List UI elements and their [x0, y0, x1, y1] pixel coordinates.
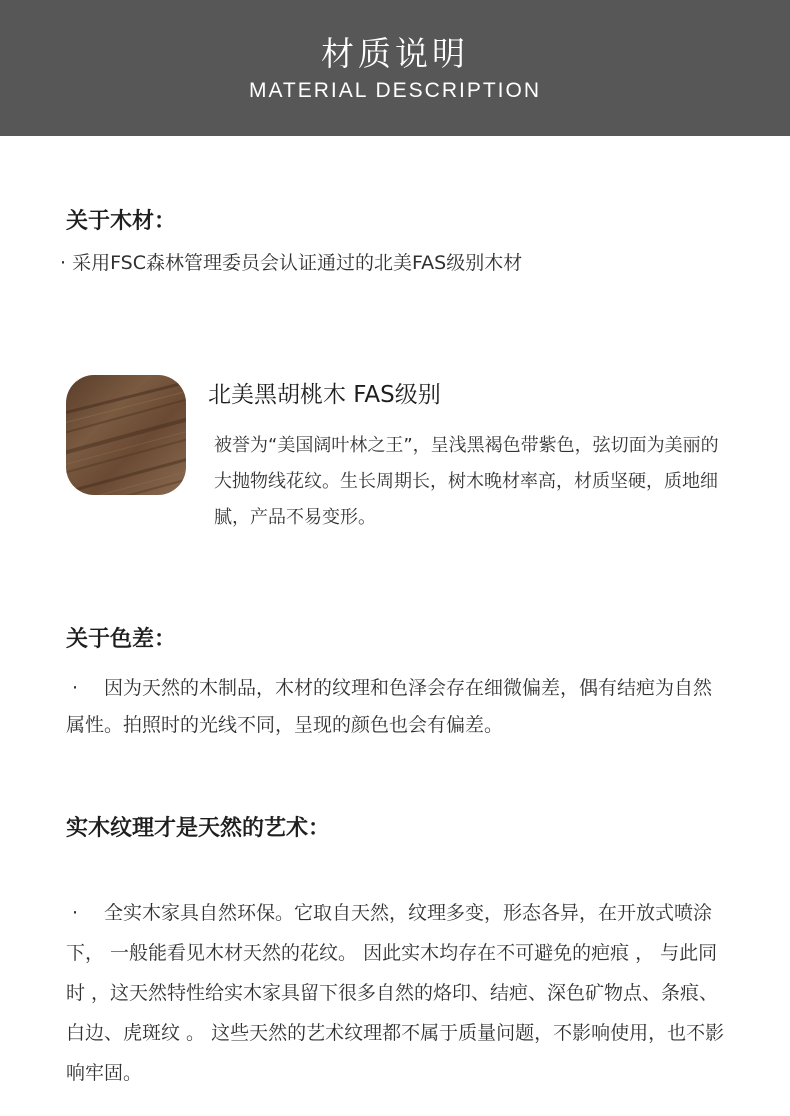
texture-text: 全实木家具自然环保。它取自天然，纹理多变，形态各异，在开放式喷涂下， 一般能看见木材天然的花纹。 因此实木均存在不可避免的疤痕 ， 与此同时 ，这天然特性给实木家具留下很多自然的烙印、结疤、深色矿物点、条痕、白边、虎斑纹 。 这些天然的艺术纹理都不属于质量问题，不影响使用，也不影响牢固。	[66, 902, 725, 1084]
section-title-wood: 关于木材：	[66, 209, 177, 234]
color-difference-paragraph	[66, 670, 726, 744]
walnut-wood-image	[66, 375, 186, 495]
bullet-dot: ·	[72, 677, 79, 699]
page-subtitle: MATERIAL DESCRIPTION	[248, 79, 542, 102]
header-banner	[0, 0, 790, 136]
section-title-texture: 实木纹理才是天然的艺术：	[66, 816, 331, 841]
walnut-title: 北美黑胡桃木 FAS级别	[208, 382, 441, 408]
bullet-dot: ·	[72, 902, 79, 924]
walnut-wood-swatch	[66, 375, 186, 495]
walnut-description: 被誉为“美国阔叶林之王”，呈浅黑褐色带紫色，弦切面为美丽的大抛物线花纹。生长周期长，树木晚材率高，材质坚硬，质地细腻，产品不易变形。	[214, 435, 719, 528]
texture-paragraph	[66, 893, 726, 1093]
section-title-color: 关于色差：	[66, 627, 177, 652]
color-difference-text: 因为天然的木制品，木材的纹理和色泽会存在细微偏差，偶有结疤为自然属性。拍照时的光线不同，呈现的颜色也会有偏差。	[66, 677, 713, 736]
page-title: 材质说明	[321, 34, 469, 73]
wood-certification-line: · 采用FSC森林管理委员会认证通过的北美FAS级别木材	[60, 252, 523, 274]
